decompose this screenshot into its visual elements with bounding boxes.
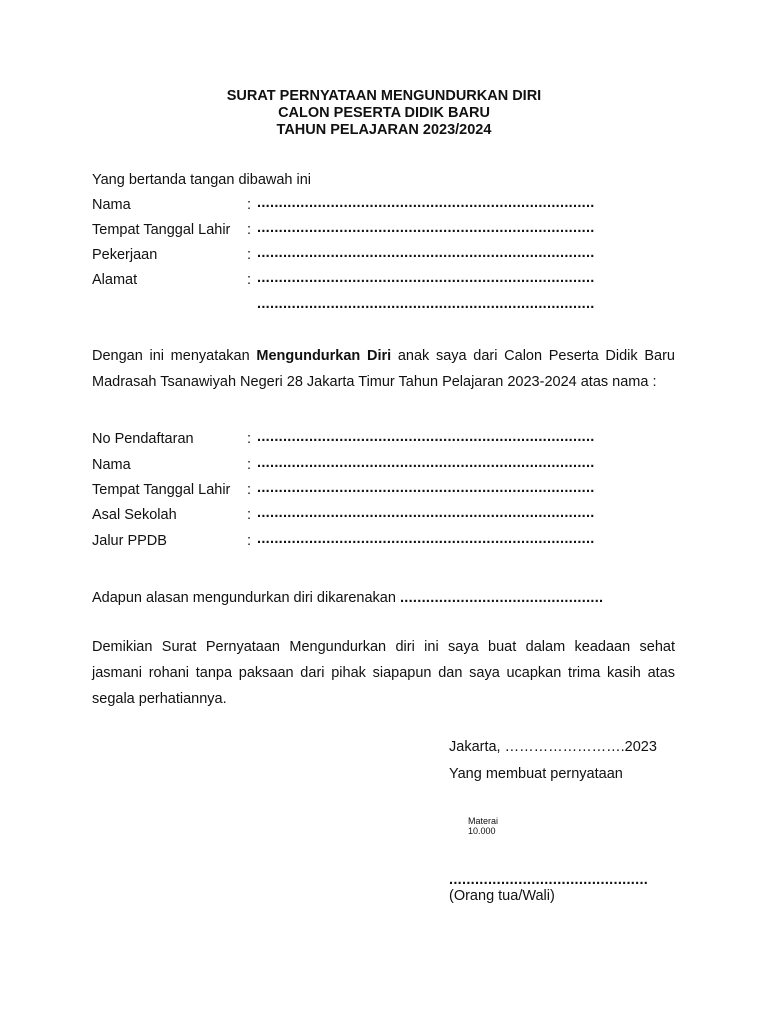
field-dotted-line: ..............................................................................: [257, 455, 595, 471]
field-dotted-line: ..............................................................................: [257, 220, 595, 236]
title-line-3: TAHUN PELAJARAN 2023/2024: [276, 122, 492, 138]
field-label: Jalur PPDB: [92, 533, 167, 549]
signer-name: (Orang tua/Wali): [449, 888, 555, 904]
field-colon: :: [247, 222, 252, 238]
field-label: No Pendaftaran: [92, 431, 194, 447]
title-line-1: SURAT PERNYATAAN MENGUNDURKAN DIRI: [226, 88, 542, 104]
field-label: Tempat Tanggal Lahir: [92, 222, 231, 238]
field-colon: :: [247, 457, 252, 473]
intro-text: Yang bertanda tangan dibawah ini: [92, 172, 312, 188]
stamp-duty-value: 10.000: [468, 826, 496, 836]
field-colon: :: [247, 247, 252, 263]
field-label: Tempat Tanggal Lahir: [92, 482, 231, 498]
signer-caption: Yang membuat pernyataan: [449, 766, 623, 782]
field-label: Asal Sekolah: [92, 507, 177, 523]
field-colon: :: [247, 482, 252, 498]
field-colon: :: [247, 507, 252, 523]
field-colon: :: [247, 431, 252, 447]
statement-bold: Mengundurkan Diri: [256, 348, 392, 364]
statement-text: Dengan ini menyatakan: [92, 348, 257, 364]
stamp-duty-text: Materai: [468, 816, 499, 826]
field-label: Nama: [92, 457, 131, 473]
reason-line: [92, 590, 603, 606]
reason-dotted-line: ...............................................: [399, 590, 604, 606]
field-dotted-line: ..............................................................................: [257, 245, 595, 261]
field-label: Alamat: [92, 272, 138, 288]
field-dotted-line: ..............................................................................: [257, 195, 595, 211]
statement-text: anak saya dari Calon Peserta Didik Baru Madrasah Tsanawiyah Negeri 28 Jakarta Timur Tahun Pelajaran 2023-2024 atas nama :: [92, 348, 675, 390]
field-colon: :: [247, 197, 252, 213]
field-dotted-line: ..............................................................................: [257, 480, 595, 496]
statement-paragraph: [92, 343, 675, 395]
title-line-2: CALON PESERTA DIDIK BARU: [278, 105, 490, 121]
place-date: Jakarta, …………………….2023: [449, 739, 657, 755]
field-label: Nama: [92, 197, 131, 213]
document-title: [0, 88, 768, 139]
field-dotted-line: ..............................................................................: [257, 429, 595, 445]
field-dotted-line: ..............................................................................: [257, 270, 595, 286]
field-dotted-line: ..............................................................................: [257, 531, 595, 547]
reason-label: Adapun alasan mengundurkan diri dikarenakan: [92, 590, 396, 606]
field-label: Pekerjaan: [92, 247, 158, 263]
field-dotted-line: ..............................................................................: [257, 505, 595, 521]
field-colon: :: [247, 272, 252, 288]
closing-paragraph: Demikian Surat Pernyataan Mengundurkan diri ini saya buat dalam keadaan sehat jasmani rohani tanpa paksaan dari pihak siapapun dan saya ucapkan trima kasih atas segala perhatiannya.: [92, 639, 675, 707]
field-colon: :: [247, 533, 252, 549]
signature-line: ..............................................: [449, 872, 649, 888]
field-dotted-line-continued: ..............................................................................: [257, 296, 595, 312]
stamp-duty-label: [468, 816, 498, 836]
